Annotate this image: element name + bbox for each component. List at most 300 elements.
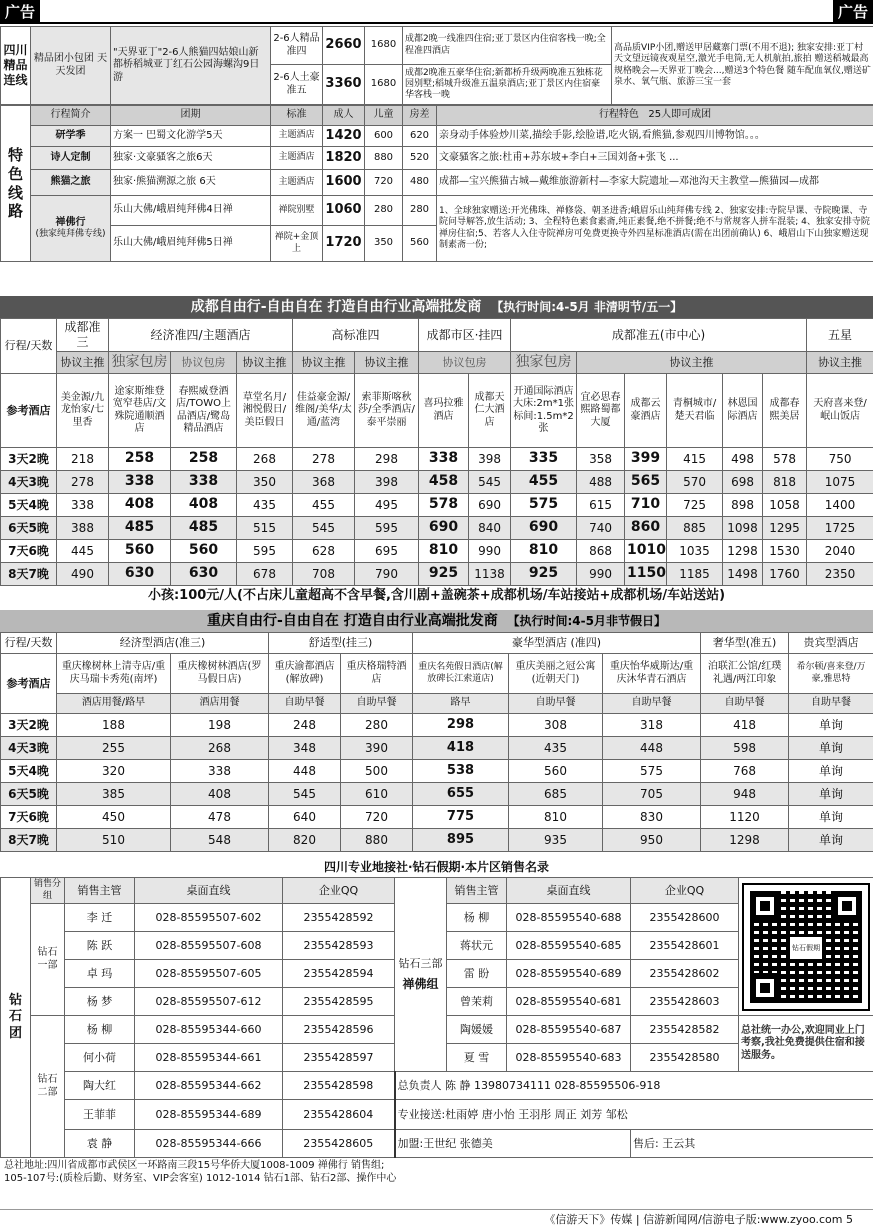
cd-type-4: 协议主推 [293,352,355,374]
cd-price: 868 [577,540,625,563]
table-row [1,783,873,806]
cq-period: 【执行时间:4-5月非节假日】 [507,614,666,628]
sales-phone[interactable]: 028-85595507-602 [135,904,283,932]
sales-person: 何小荷 [65,1044,135,1072]
cq-price: 单询 [789,760,873,783]
cq-price: 280 [341,714,413,737]
cq-price: 单询 [789,806,873,829]
cd-type-7: 独家包房 [511,352,577,374]
cd-price: 398 [355,471,419,494]
cd-day: 3天2晚 [1,448,57,471]
cd-price: 408 [109,494,171,517]
cd-price: 335 [511,448,577,471]
row-xiongmao-name: 熊猫之旅 [31,170,111,196]
cd-hotel-3: 草堂名月/湘悦假日/美臣假日 [237,374,293,448]
sales-phone-r[interactable]: 028-85595540-685 [507,932,631,960]
cd-price: 578 [419,494,469,517]
sales-phone-r[interactable]: 028-85595540-688 [507,904,631,932]
sales-qq[interactable]: 2355428605 [283,1130,395,1158]
cq-hotel-6: 重庆怡华威斯达/重庆沐华青石酒店 [603,654,701,694]
sales-person: 王菲菲 [65,1100,135,1130]
table-row [1,563,873,586]
sales-phone-r[interactable]: 028-85595540-689 [507,960,631,988]
cd-price: 1075 [807,471,873,494]
sales-dept2: 钻石二部 [31,1016,65,1158]
sales-phone[interactable]: 028-85595344-666 [135,1130,283,1158]
cq-price: 单询 [789,714,873,737]
head-feature: 行程特色 [598,109,639,121]
cd-price: 630 [109,563,171,586]
cd-hotel-8: 开通国际酒店 大床:2m*1张 标间:1.5m*2张 [511,374,577,448]
cq-price: 500 [341,760,413,783]
chongqing-section [0,610,873,852]
cd-price: 898 [723,494,763,517]
row-chan-name: 禅佛行 [55,216,86,228]
sales-person: 袁 静 [65,1130,135,1158]
cq-price: 308 [509,714,603,737]
cd-hotel-12: 林恩国际酒店 [723,374,763,448]
sales-phone[interactable]: 028-85595507-608 [135,932,283,960]
row-chan-adult2: 1720 [323,226,365,262]
cd-price: 690 [419,517,469,540]
sales-qq[interactable]: 2355428604 [283,1100,395,1130]
cd-price: 740 [577,517,625,540]
table-row [1,737,873,760]
sales-phone-r[interactable]: 028-85595540-687 [507,1016,631,1044]
cd-price: 455 [511,471,577,494]
price-a: 2660 [323,27,365,65]
cd-price: 338 [109,471,171,494]
sales-head-r-1: 桌面直线 [507,878,631,904]
row-chan-room2: 560 [403,226,437,262]
side-label-tese: 特色线路 [1,106,31,262]
cq-day: 7天6晚 [1,806,57,829]
sales-phone[interactable]: 028-85595344-661 [135,1044,283,1072]
sales-phone-r[interactable]: 028-85595540-681 [507,988,631,1016]
cq-meal-7: 自助早餐 [701,694,789,714]
cq-price: 705 [603,783,701,806]
cd-price: 1035 [667,540,723,563]
head-adult: 成人 [323,106,365,126]
cq-meal-4: 路早 [413,694,509,714]
row-chan-std1: 禅院别墅 [271,196,323,226]
cd-type-5: 协议主推 [355,352,419,374]
cd-hotel-11: 青桐城市/楚天君临 [667,374,723,448]
cq-price: 548 [171,829,269,852]
cd-price: 445 [57,540,109,563]
cq-price: 610 [341,783,413,806]
cd-price: 458 [419,471,469,494]
cd-price: 1498 [723,563,763,586]
cd-child-note: 小孩:100元/人(不占床儿童超高不含早餐,含川剧+盖碗茶+成都机场/车站接站+成都机场/车站送站) [147,588,726,603]
cd-price: 860 [625,517,667,540]
table-row [1,806,873,829]
cd-hotel-4: 佳益豪金源/维阁/美华/太通/蓝湾 [293,374,355,448]
head-intro: 行程简介 [31,106,111,126]
cd-price: 1298 [723,540,763,563]
cq-price: 448 [603,737,701,760]
cq-price: 198 [171,714,269,737]
row-yanxue-route: 方案一 巴蜀文化游学5天 [111,126,271,147]
cd-price: 2040 [807,540,873,563]
cq-price: 408 [171,783,269,806]
cd-price: 925 [419,563,469,586]
row-xiongmao-std: 主题酒店 [271,170,323,196]
cq-group-3: 奢华型(准五) [701,633,789,654]
cd-price: 695 [355,540,419,563]
row-xiongmao-feature: 成都—宝兴熊猫古城—戴维旅游新村—李家大院遗址—邓池沟天主教堂—熊猫园—成都 [437,170,873,196]
cd-group-5: 五星 [807,319,873,352]
std-a: 2-6人精品 准四 [271,27,323,65]
sales-phone-r[interactable]: 028-85595540-683 [507,1044,631,1072]
cd-price: 485 [171,517,237,540]
cd-price: 708 [293,563,355,586]
side-label-jingpin: 四川精品连线 [1,27,31,105]
table-row [1,448,873,471]
std-b: 2-6人土豪 准五 [271,65,323,105]
head-child: 儿童 [365,106,403,126]
row-chan-child1: 280 [365,196,403,226]
cd-price: 690 [511,517,577,540]
sales-title: 四川专业地接社·钻石假期·本片区销售名录 [323,860,550,874]
sales-qq-r[interactable]: 2355428601 [631,932,739,960]
cd-price: 545 [469,471,511,494]
row-xiongmao-child: 720 [365,170,403,196]
head-min-group: 25人即可成团 [648,109,712,121]
row-shiren-adult: 1820 [323,147,365,170]
cq-day: 4天3晚 [1,737,57,760]
cd-price: 678 [237,563,293,586]
cd-hotel-1: 途家斯维登宽窄巷店/文殊院通顺酒店 [109,374,171,448]
route-name: "天界亚丁"2-6人熊猫四姑娘山新都桥稻城亚丁红石公园海螺沟9日游 [111,27,271,105]
sales-person: 李 迁 [65,904,135,932]
sales-qq[interactable]: 2355428598 [283,1072,395,1100]
cd-price: 435 [237,494,293,517]
sales-join: 加盟:王世纪 张德美 [395,1130,631,1158]
cd-price: 388 [57,517,109,540]
cd-price: 818 [763,471,807,494]
sales-phone[interactable]: 028-85595344-689 [135,1100,283,1130]
cd-price: 560 [171,540,237,563]
cq-price: 248 [269,714,341,737]
sales-section [0,857,873,1186]
cq-price: 385 [57,783,171,806]
cd-price: 750 [807,448,873,471]
featured-routes [0,26,873,262]
sales-phone[interactable]: 028-85595507-612 [135,988,283,1016]
cd-type-2: 协议包房 [171,352,237,374]
cq-day: 6天5晚 [1,783,57,806]
cd-day: 6天5晚 [1,517,57,540]
page-footer: 《信游天下》传媒 | 信游新闻网/信游电子版:www.zyoo.com 5 [0,1209,873,1230]
cd-price: 578 [763,448,807,471]
cd-price: 495 [355,494,419,517]
child-a: 1680 [365,27,403,65]
cq-day: 5天4晚 [1,760,57,783]
cd-price: 2350 [807,563,873,586]
cd-price: 628 [293,540,355,563]
cd-type-0: 协议主推 [57,352,109,374]
row-chan-std2: 禅院+金顶上 [271,226,323,262]
cd-hotel-14: 天府喜来登/岷山饭店 [807,374,873,448]
cd-price: 399 [625,448,667,471]
cq-hotel-0: 重庆橡树林上清寺店/重庆马瑞卡秀苑(南坪) [57,654,171,694]
table-row [1,760,873,783]
cd-type-1: 独家包房 [109,352,171,374]
table-row [1,714,873,737]
cd-day: 4天3晚 [1,471,57,494]
cq-hotel-2: 重庆渝都酒店(解放碑) [269,654,341,694]
cq-price: 390 [341,737,413,760]
row-chan-child2: 350 [365,226,403,262]
cd-price: 810 [511,540,577,563]
cq-price: 510 [57,829,171,852]
cd-price: 565 [625,471,667,494]
cd-day: 8天7晚 [1,563,57,586]
cd-price: 1138 [469,563,511,586]
header-rule [0,22,873,24]
cd-price: 575 [511,494,577,517]
row-yanxue-feature: 亲身动手体验炒川菜,描绘手影,绘脸谱,吃火锅,看熊猫,参观四川博物馆。。。 [437,126,873,147]
cd-price: 338 [419,448,469,471]
cd-price: 258 [109,448,171,471]
cd-price: 498 [723,448,763,471]
sales-promo: 总社统一办公,欢迎同业上门考察,我社免费提供住宿和接送服务。 [739,1016,873,1072]
note-b: 成都2晚准五豪华住宿;新都桥升级两晚准五独栋花园别墅;稻城升级准五温泉酒店;亚丁景区内住宿豪华客栈一晚 [403,65,612,105]
cd-price: 810 [419,540,469,563]
sales-dept3-sub: 禅佛组 [402,976,439,991]
ad-label-right: 广告 [833,0,873,22]
table-row [1,494,873,517]
cd-price: 408 [171,494,237,517]
cd-group-1: 经济准四/主题酒店 [109,319,293,352]
cq-hotel-label: 参考酒店 [1,654,57,714]
cd-price: 1530 [763,540,807,563]
row-chan-feature: 1、全球独家赠送:开光佛珠、禅修袋、朝圣进香;峨眉乐山纯拜佛专线 2、独家安排:寺院早课、寺院晚课、寺院问导解答,放生活动; 3、全程特色素食素斋,纯正素餐,绝不拼餐;绝不与常规客人拼车混装; 4、独家安排寺院禅房住宿;5、若客人入住寺院禅房可免费更换寺外四星标准酒店(需在出团前确认) 6、峨眉山下山独家赠送现制素斋一份; [437,196,873,262]
sales-qq[interactable]: 2355428596 [283,1016,395,1044]
group-type: 精品团小包团 天天发团 [31,27,111,105]
sales-phone[interactable]: 028-85595507-605 [135,960,283,988]
sales-head-0: 销售分组 [31,878,65,904]
cq-hotel-8: 希尔顿/喜来登/万豪,雅思特 [789,654,873,694]
sales-head-3: 企业QQ [283,878,395,904]
cq-price: 单询 [789,829,873,852]
cd-price: 258 [171,448,237,471]
sales-qq[interactable]: 2355428592 [283,904,395,932]
cd-price: 630 [171,563,237,586]
chengdu-banner [0,296,873,318]
chengdu-period: 【执行时间:4-5月 非清明节/五一】 [491,300,683,314]
cd-price: 595 [355,517,419,540]
chengdu-section [0,296,873,606]
cq-meal-6: 自助早餐 [603,694,701,714]
cd-price: 560 [109,540,171,563]
cq-price: 448 [269,760,341,783]
cd-price: 1185 [667,563,723,586]
cq-price: 348 [269,737,341,760]
cq-hotel-3: 重庆格瑞特酒店 [341,654,413,694]
sales-qq-r[interactable]: 2355428603 [631,988,739,1016]
cd-price: 790 [355,563,419,586]
note-a: 成都2晚一线准四住宿;亚丁景区内住宿客栈一晚;全程准四酒店 [403,27,612,65]
cd-price: 488 [577,471,625,494]
cq-hotel-5: 重庆美丽之冠公寓(近朝天门) [509,654,603,694]
cq-price: 320 [57,760,171,783]
cq-price: 188 [57,714,171,737]
cq-price: 478 [171,806,269,829]
table-row [1,829,873,852]
sales-person-r: 雷 盼 [447,960,507,988]
cd-day: 5天4晚 [1,494,57,517]
cd-price: 485 [109,517,171,540]
sales-qq[interactable]: 2355428594 [283,960,395,988]
sales-qq[interactable]: 2355428593 [283,932,395,960]
cd-price: 278 [293,448,355,471]
sales-head-2: 桌面直线 [135,878,283,904]
cq-meal-8: 自助早餐 [789,694,873,714]
cq-price: 575 [603,760,701,783]
sales-head-r-2: 企业QQ [631,878,739,904]
cd-price: 840 [469,517,511,540]
cq-price: 435 [509,737,603,760]
cq-group-2: 豪华型酒店 (准四) [413,633,701,654]
cq-price: 830 [603,806,701,829]
cq-price: 418 [413,737,509,760]
sales-dept3: 钻石三部 [398,957,443,971]
sales-phone[interactable]: 028-85595344-660 [135,1016,283,1044]
row-yanxue-std: 主题酒店 [271,126,323,147]
cq-price: 948 [701,783,789,806]
sales-person-r: 杨 柳 [447,904,507,932]
cd-price: 1058 [763,494,807,517]
cd-price: 990 [577,563,625,586]
cd-price: 1098 [723,517,763,540]
cd-hotel-9: 宜必思春熙路蜀都大厦 [577,374,625,448]
cq-price: 895 [413,829,509,852]
cq-price: 268 [171,737,269,760]
cq-price: 418 [701,714,789,737]
cd-price: 725 [667,494,723,517]
sales-person-r: 夏 雪 [447,1044,507,1072]
cd-group-4: 成都准五(市中心) [511,319,807,352]
address-line-2: 105-107号:(质检后勤、财务室、VIP会客室) 1012-1014 钻石1部、钻石2部、操作中心 [4,1173,397,1184]
cq-price: 单询 [789,783,873,806]
sales-qq[interactable]: 2355428595 [283,988,395,1016]
sales-qq[interactable]: 2355428597 [283,1044,395,1072]
sales-head-1: 销售主管 [65,878,135,904]
sales-person: 杨 柳 [65,1016,135,1044]
row-shiren-route: 独家·文豪骚客之旅6天 [111,147,271,170]
row-shiren-feature: 文豪骚客之旅:杜甫+苏东坡+李白+三国刘备+张飞 ... [437,147,873,170]
child-b: 1680 [365,65,403,105]
row-chan-route2: 乐山大佛/峨眉纯拜佛5日禅 [111,226,271,262]
cq-group-0: 经济型酒店(准三) [57,633,269,654]
cq-price: 655 [413,783,509,806]
sales-person-r: 蒋状元 [447,932,507,960]
cd-price: 350 [237,471,293,494]
row-yanxue-name: 研学季 [31,126,111,147]
cd-corner: 行程/天数 [1,319,57,374]
cq-group-1: 舒适型(挂三) [269,633,413,654]
price-b: 3360 [323,65,365,105]
cd-type-6: 协议包房 [419,352,511,374]
cd-price: 218 [57,448,109,471]
cq-price: 560 [509,760,603,783]
sales-qq-r[interactable]: 2355428602 [631,960,739,988]
row-chan-sub: (独家纯拜佛专线) [35,229,106,240]
sales-dept1: 钻石一部 [31,904,65,1016]
cq-hotel-1: 重庆橡树林酒店(罗马假日店) [171,654,269,694]
cq-price: 1298 [701,829,789,852]
sales-qq-r[interactable]: 2355428580 [631,1044,739,1072]
cq-meal-5: 自助早餐 [509,694,603,714]
cd-price: 545 [293,517,355,540]
sales-qq-r[interactable]: 2355428600 [631,904,739,932]
sales-phone[interactable]: 028-85595344-662 [135,1072,283,1100]
cq-price: 450 [57,806,171,829]
sales-person: 杨 梦 [65,988,135,1016]
cd-price: 690 [469,494,511,517]
cd-price: 698 [723,471,763,494]
cd-hotel-label: 参考酒店 [1,374,57,448]
cq-price: 768 [701,760,789,783]
qr-logo-text: 钻石假期 [790,937,822,959]
cq-price: 935 [509,829,603,852]
cd-hotel-10: 成都云豪酒店 [625,374,667,448]
cd-price: 268 [237,448,293,471]
cq-meal-1: 酒店用餐 [171,694,269,714]
cq-price: 255 [57,737,171,760]
cq-group-4: 贵宾型酒店 [789,633,873,654]
cd-price: 278 [57,471,109,494]
cq-price: 685 [509,783,603,806]
cd-price: 490 [57,563,109,586]
cd-day: 7天6晚 [1,540,57,563]
cq-corner: 行程/天数 [1,633,57,654]
cd-price: 415 [667,448,723,471]
row-shiren-room: 520 [403,147,437,170]
cq-meal-3: 自助早餐 [341,694,413,714]
cq-day: 3天2晚 [1,714,57,737]
sales-person: 卓 玛 [65,960,135,988]
chengdu-banner-title: 成都自由行-自由自在 打造自由行业高端批发商 [190,299,482,315]
cd-price: 615 [577,494,625,517]
row-xiongmao-route: 独家·熊猫溯源之旅 6天 [111,170,271,196]
sales-person: 陶大红 [65,1072,135,1100]
head-room: 房差 [403,106,437,126]
cd-price: 925 [511,563,577,586]
cd-price: 990 [469,540,511,563]
cd-hotel-0: 美金源/九龙怡家/七里香 [57,374,109,448]
row-yanxue-adult: 1420 [323,126,365,147]
cq-hotel-7: 泊联汇公馆/红璞礼遇/两江印象 [701,654,789,694]
cq-price: 880 [341,829,413,852]
sales-qq-r[interactable]: 2355428582 [631,1016,739,1044]
cd-price: 1150 [625,563,667,586]
cd-type-3: 协议主推 [237,352,293,374]
cd-price: 338 [57,494,109,517]
cd-price: 338 [171,471,237,494]
row-xiongmao-adult: 1600 [323,170,365,196]
row-shiren-child: 880 [365,147,403,170]
cq-price: 545 [269,783,341,806]
cq-hotel-4: 重庆名苑假日酒店(解放碑长江索道店) [413,654,509,694]
qr-code[interactable] [739,878,873,1016]
feature-jingpin: 高品质VIP小团,赠送甲居藏寨门票(不用不退); 独家安排:亚丁村天文望远镜夜观星空,激光手电筒,无人机航拍,旅拍 赠送稻城最高规格晚会—天界亚丁晚会...,赠送3个特色餐 随车配血氧仪,赠送矿泉水、氧气瓶、旅游三宝一套 [612,27,873,105]
sales-pickup: 专业接送:杜雨婷 唐小怡 王羽彤 周正 刘芳 邹松 [395,1100,873,1130]
cq-price: 810 [509,806,603,829]
address-block [0,1158,873,1186]
